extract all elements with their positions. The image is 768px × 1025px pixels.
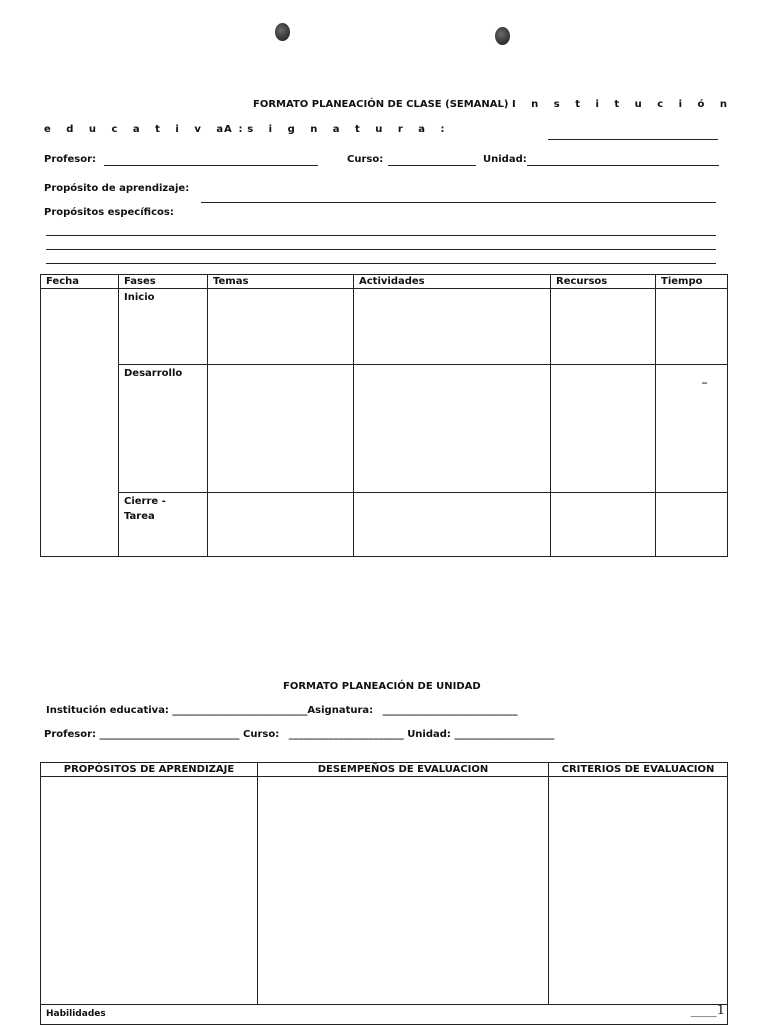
unit-asignatura-blank[interactable]: ___________________________: [382, 705, 518, 716]
recursos-cell[interactable]: [551, 365, 656, 493]
temas-cell[interactable]: [208, 289, 354, 365]
tiempo-cell[interactable]: [656, 365, 728, 493]
propositos-line-3[interactable]: [46, 263, 716, 264]
phase-label-inicio: Inicio: [124, 292, 155, 303]
phase-label-cierre: Cierre - Tarea: [124, 496, 166, 522]
unit-unidad-blank[interactable]: ____________________: [454, 729, 555, 740]
curso-blank[interactable]: [388, 165, 476, 166]
asignatura-blank[interactable]: [548, 139, 718, 140]
actividades-cell[interactable]: [354, 365, 551, 493]
phase-cell: [119, 493, 208, 557]
th-actividades: Actividades: [354, 275, 551, 289]
unidad-blank[interactable]: [527, 165, 719, 166]
punch-hole-right: [495, 27, 510, 45]
th-criterios: CRITERIOS DE EVALUACION: [549, 763, 728, 777]
unit-institucion-blank[interactable]: ___________________________: [172, 705, 308, 716]
th-fases: Fases: [119, 275, 208, 289]
phase-cell: [119, 365, 208, 493]
proposito-blank[interactable]: [201, 202, 716, 203]
tiempo-mark: _: [702, 373, 707, 384]
th-temas: Temas: [208, 275, 354, 289]
unit-plan-table: [40, 762, 728, 1025]
unit-curso-blank[interactable]: _______________________: [288, 729, 404, 740]
profesor-blank[interactable]: [104, 165, 318, 166]
th-desempenos: DESEMPEÑOS DE EVALUACION: [258, 763, 549, 777]
unit-profesor-label: Profesor:: [44, 729, 97, 740]
page-number: ____1: [690, 1003, 725, 1018]
propositos-cell[interactable]: [41, 777, 258, 1005]
unit-profesor-blank[interactable]: ____________________________: [99, 729, 240, 740]
unit-profesor-row: [44, 729, 554, 740]
weekly-title-cont: I n s t i t u c i ó n: [511, 99, 734, 110]
profesor-row: [44, 154, 96, 165]
temas-cell[interactable]: [208, 365, 354, 493]
unit-asignatura-label: Asignatura:: [307, 705, 374, 716]
punch-hole-left: [275, 23, 290, 41]
habilidades-label: Habilidades: [46, 1009, 106, 1019]
unit-unidad-label: Unidad:: [407, 729, 451, 740]
th-fecha: Fecha: [41, 275, 119, 289]
curso-label: Curso:: [347, 154, 384, 165]
unit-table-header: [41, 763, 728, 777]
unit-curso-label: Curso:: [243, 729, 280, 740]
recursos-cell[interactable]: [551, 493, 656, 557]
th-recursos: Recursos: [551, 275, 656, 289]
weekly-row-desarrollo: [41, 365, 728, 493]
propositos-especificos-label: Propósitos específicos:: [44, 207, 174, 218]
temas-cell[interactable]: [208, 493, 354, 557]
unit-table-body: [41, 777, 728, 1005]
habilidades-row: [41, 1005, 728, 1025]
tiempo-cell[interactable]: [656, 493, 728, 557]
tiempo-cell[interactable]: [656, 289, 728, 365]
phase-label-desarrollo: Desarrollo: [124, 368, 183, 379]
unit-title: FORMATO PLANEACIÓN DE UNIDAD: [283, 681, 481, 692]
th-tiempo: Tiempo: [656, 275, 728, 289]
propositos-line-1[interactable]: [46, 235, 716, 236]
weekly-row-cierre: [41, 493, 728, 557]
weekly-plan-table: [40, 274, 728, 557]
habilidades-cell[interactable]: [41, 1005, 728, 1025]
institucion-label: e d u c a t i v a :: [44, 124, 249, 135]
weekly-table-header: [41, 275, 728, 289]
actividades-cell[interactable]: [354, 289, 551, 365]
unidad-label: Unidad:: [483, 154, 527, 165]
asignatura-label: A s i g n a t u r a :: [224, 124, 451, 135]
profesor-label: Profesor:: [44, 154, 97, 165]
weekly-row-inicio: [41, 289, 728, 365]
fecha-cell[interactable]: [41, 289, 119, 557]
proposito-label: Propósito de aprendizaje:: [44, 183, 190, 194]
weekly-title-text: FORMATO PLANEACIÓN DE CLASE (SEMANAL): [253, 99, 509, 110]
phase-cell: [119, 289, 208, 365]
criterios-cell[interactable]: [549, 777, 728, 1005]
propositos-line-2[interactable]: [46, 249, 716, 250]
recursos-cell[interactable]: [551, 289, 656, 365]
th-propositos: PROPÓSITOS DE APRENDIZAJE: [41, 763, 258, 777]
weekly-title: [253, 99, 733, 110]
desempenos-cell[interactable]: [258, 777, 549, 1005]
unit-institucion-row: [46, 705, 518, 716]
unit-institucion-label: Institución educativa:: [46, 705, 169, 716]
actividades-cell[interactable]: [354, 493, 551, 557]
